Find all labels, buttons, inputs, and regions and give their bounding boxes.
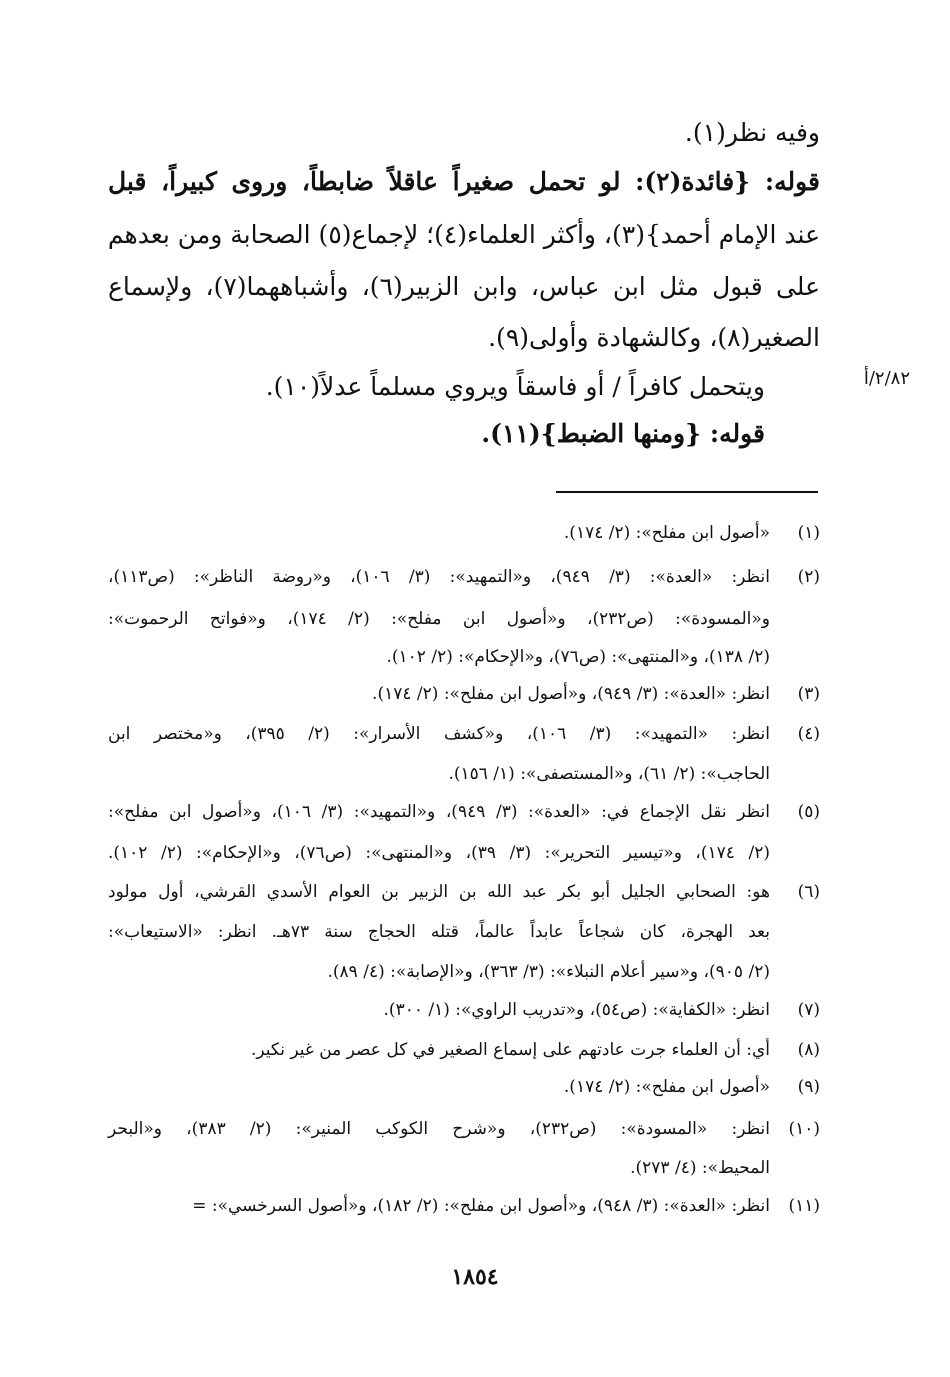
footnote-2 xyxy=(108,562,820,592)
footnote-2-cont xyxy=(108,604,820,634)
footnote-text: هو: الصحابي الجليل أبو بكر عبد الله بن الزبير بن العوام الأسدي القرشي، أول مولود xyxy=(108,882,770,902)
footnote-text: انظر نقل الإجماع في: «العدة»: (٣/ ٩٤٩)، و«التمهيد»: (٣/ ١٠٦)، و«أصول ابن مفلح»: xyxy=(108,802,770,822)
footnote-5 xyxy=(108,797,820,827)
footnote-number: (٣) xyxy=(797,684,820,704)
footnote-text: بعد الهجرة، كان شجاعاً عابداً عالماً، قتله الحجاج سنة ٧٣هـ. انظر: «الاستيعاب»: xyxy=(108,922,770,942)
footnote-separator xyxy=(556,491,818,493)
footnote-number: (٧) xyxy=(797,1000,820,1020)
footnote-text: انظر: «التمهيد»: (٣/ ١٠٦)، و«كشف الأسرار»: (٢/ ٣٩٥)، و«مختصر ابن xyxy=(108,724,770,744)
footnote-2-cont xyxy=(108,642,820,672)
footnote-5-cont xyxy=(108,838,820,868)
footnote-text: المحيط»: (٤/ ٢٧٣). xyxy=(630,1158,770,1178)
main-line-5: الصغير(٨)، وكالشهادة وأولى(٩). xyxy=(488,323,820,352)
margin-manuscript-ref: ٢/٨٢/أ xyxy=(863,368,910,389)
footnote-number: (١٠) xyxy=(788,1119,820,1139)
footnote-7 xyxy=(108,995,820,1025)
footnote-3 xyxy=(108,679,820,709)
footnote-text: (٢/ ٩٠٥)، و«سير أعلام النبلاء»: (٣/ ٣٦٣)، و«الإصابة»: (٤/ ٨٩). xyxy=(327,962,770,982)
footnote-text: «أصول ابن مفلح»: (٢/ ١٧٤). xyxy=(563,1077,770,1097)
footnote-text: و«المسودة»: (ص٢٣٢)، و«أصول ابن مفلح»: (٢/ ١٧٤)، و«فواتح الرحموت»: xyxy=(108,609,770,629)
footnote-6 xyxy=(108,877,820,907)
footnote-10 xyxy=(108,1114,820,1144)
footnote-1 xyxy=(108,518,820,548)
footnote-text: الحاجب»: (٢/ ٦١)، و«المستصفى»: (١/ ١٥٦). xyxy=(448,764,770,784)
footnote-4-cont xyxy=(108,759,820,789)
footnote-text: انظر: «العدة»: (٣/ ٩٤٩)، و«التمهيد»: (٣/ ١٠٦)، و«روضة الناظر»: (ص١١٣)، xyxy=(108,567,770,587)
footnote-number: (٢) xyxy=(797,567,820,587)
footnote-text: انظر: «العدة»: (٣/ ٩٤٩)، و«أصول ابن مفلح»: (٢/ ١٧٤). xyxy=(372,684,770,704)
footnote-4 xyxy=(108,719,820,749)
footnote-text: انظر: «المسودة»: (ص٢٣٢)، و«شرح الكوكب المنير»: (٢/ ٣٨٣)، و«البحر xyxy=(108,1119,770,1139)
footnote-11 xyxy=(108,1191,820,1221)
main-line-7: قوله: {ومنها الضبط}(١١). xyxy=(481,419,765,448)
footnote-number: (١) xyxy=(797,523,820,543)
footnote-text: أي: أن العلماء جرت عادتهم على إسماع الصغير في كل عصر من غير نكير. xyxy=(250,1040,770,1060)
footnote-number: (٩) xyxy=(797,1077,820,1097)
main-line-1: وفيه نظر(١). xyxy=(684,118,820,147)
footnote-text: (٢/ ١٣٨)، و«المنتهى»: (ص٧٦)، و«الإحكام»: (٢/ ١٠٢). xyxy=(386,647,770,667)
footnote-6-cont xyxy=(108,957,820,987)
footnote-number: (٦) xyxy=(797,882,820,902)
footnote-number: (١١) xyxy=(788,1196,820,1216)
footnote-number: (٥) xyxy=(797,802,820,822)
main-line-2: قوله: {فائدة(٢): لو تحمل صغيراً عاقلاً ضابطاً، وروى كبيراً، قبل xyxy=(108,167,820,196)
footnote-10-cont xyxy=(108,1153,820,1183)
footnote-text: انظر: «الكفاية»: (ص٥٤)، و«تدريب الراوي»: (١/ ٣٠٠). xyxy=(383,1000,770,1020)
main-line-3: عند الإمام أحمد}(٣)، وأكثر العلماء(٤)؛ لإجماع(٥) الصحابة ومن بعدهم xyxy=(107,220,820,249)
main-line-6: ويتحمل كافراً / أو فاسقاً ويروي مسلماً عدلاً(١٠). xyxy=(265,372,765,401)
footnote-text: انظر: «العدة»: (٣/ ٩٤٨)، و«أصول ابن مفلح»: (٢/ ١٨٢)، و«أصول السرخسي»: = xyxy=(192,1196,770,1216)
footnote-text: «أصول ابن مفلح»: (٢/ ١٧٤). xyxy=(563,523,770,543)
main-line-4: على قبول مثل ابن عباس، وابن الزبير(٦)، وأشباههما(٧)، ولإسماع xyxy=(108,272,820,301)
footnote-9 xyxy=(108,1072,820,1102)
footnote-number: (٨) xyxy=(797,1040,820,1060)
footnote-number: (٤) xyxy=(797,724,820,744)
footnote-6-cont xyxy=(108,917,820,947)
footnote-text: (٢/ ١٧٤)، و«تيسير التحرير»: (٣/ ٣٩)، و«المنتهى»: (ص٧٦)، و«الإحكام»: (٢/ ١٠٢). xyxy=(108,843,770,863)
page-number: ١٨٥٤ xyxy=(451,1264,499,1290)
footnote-8 xyxy=(108,1035,820,1065)
